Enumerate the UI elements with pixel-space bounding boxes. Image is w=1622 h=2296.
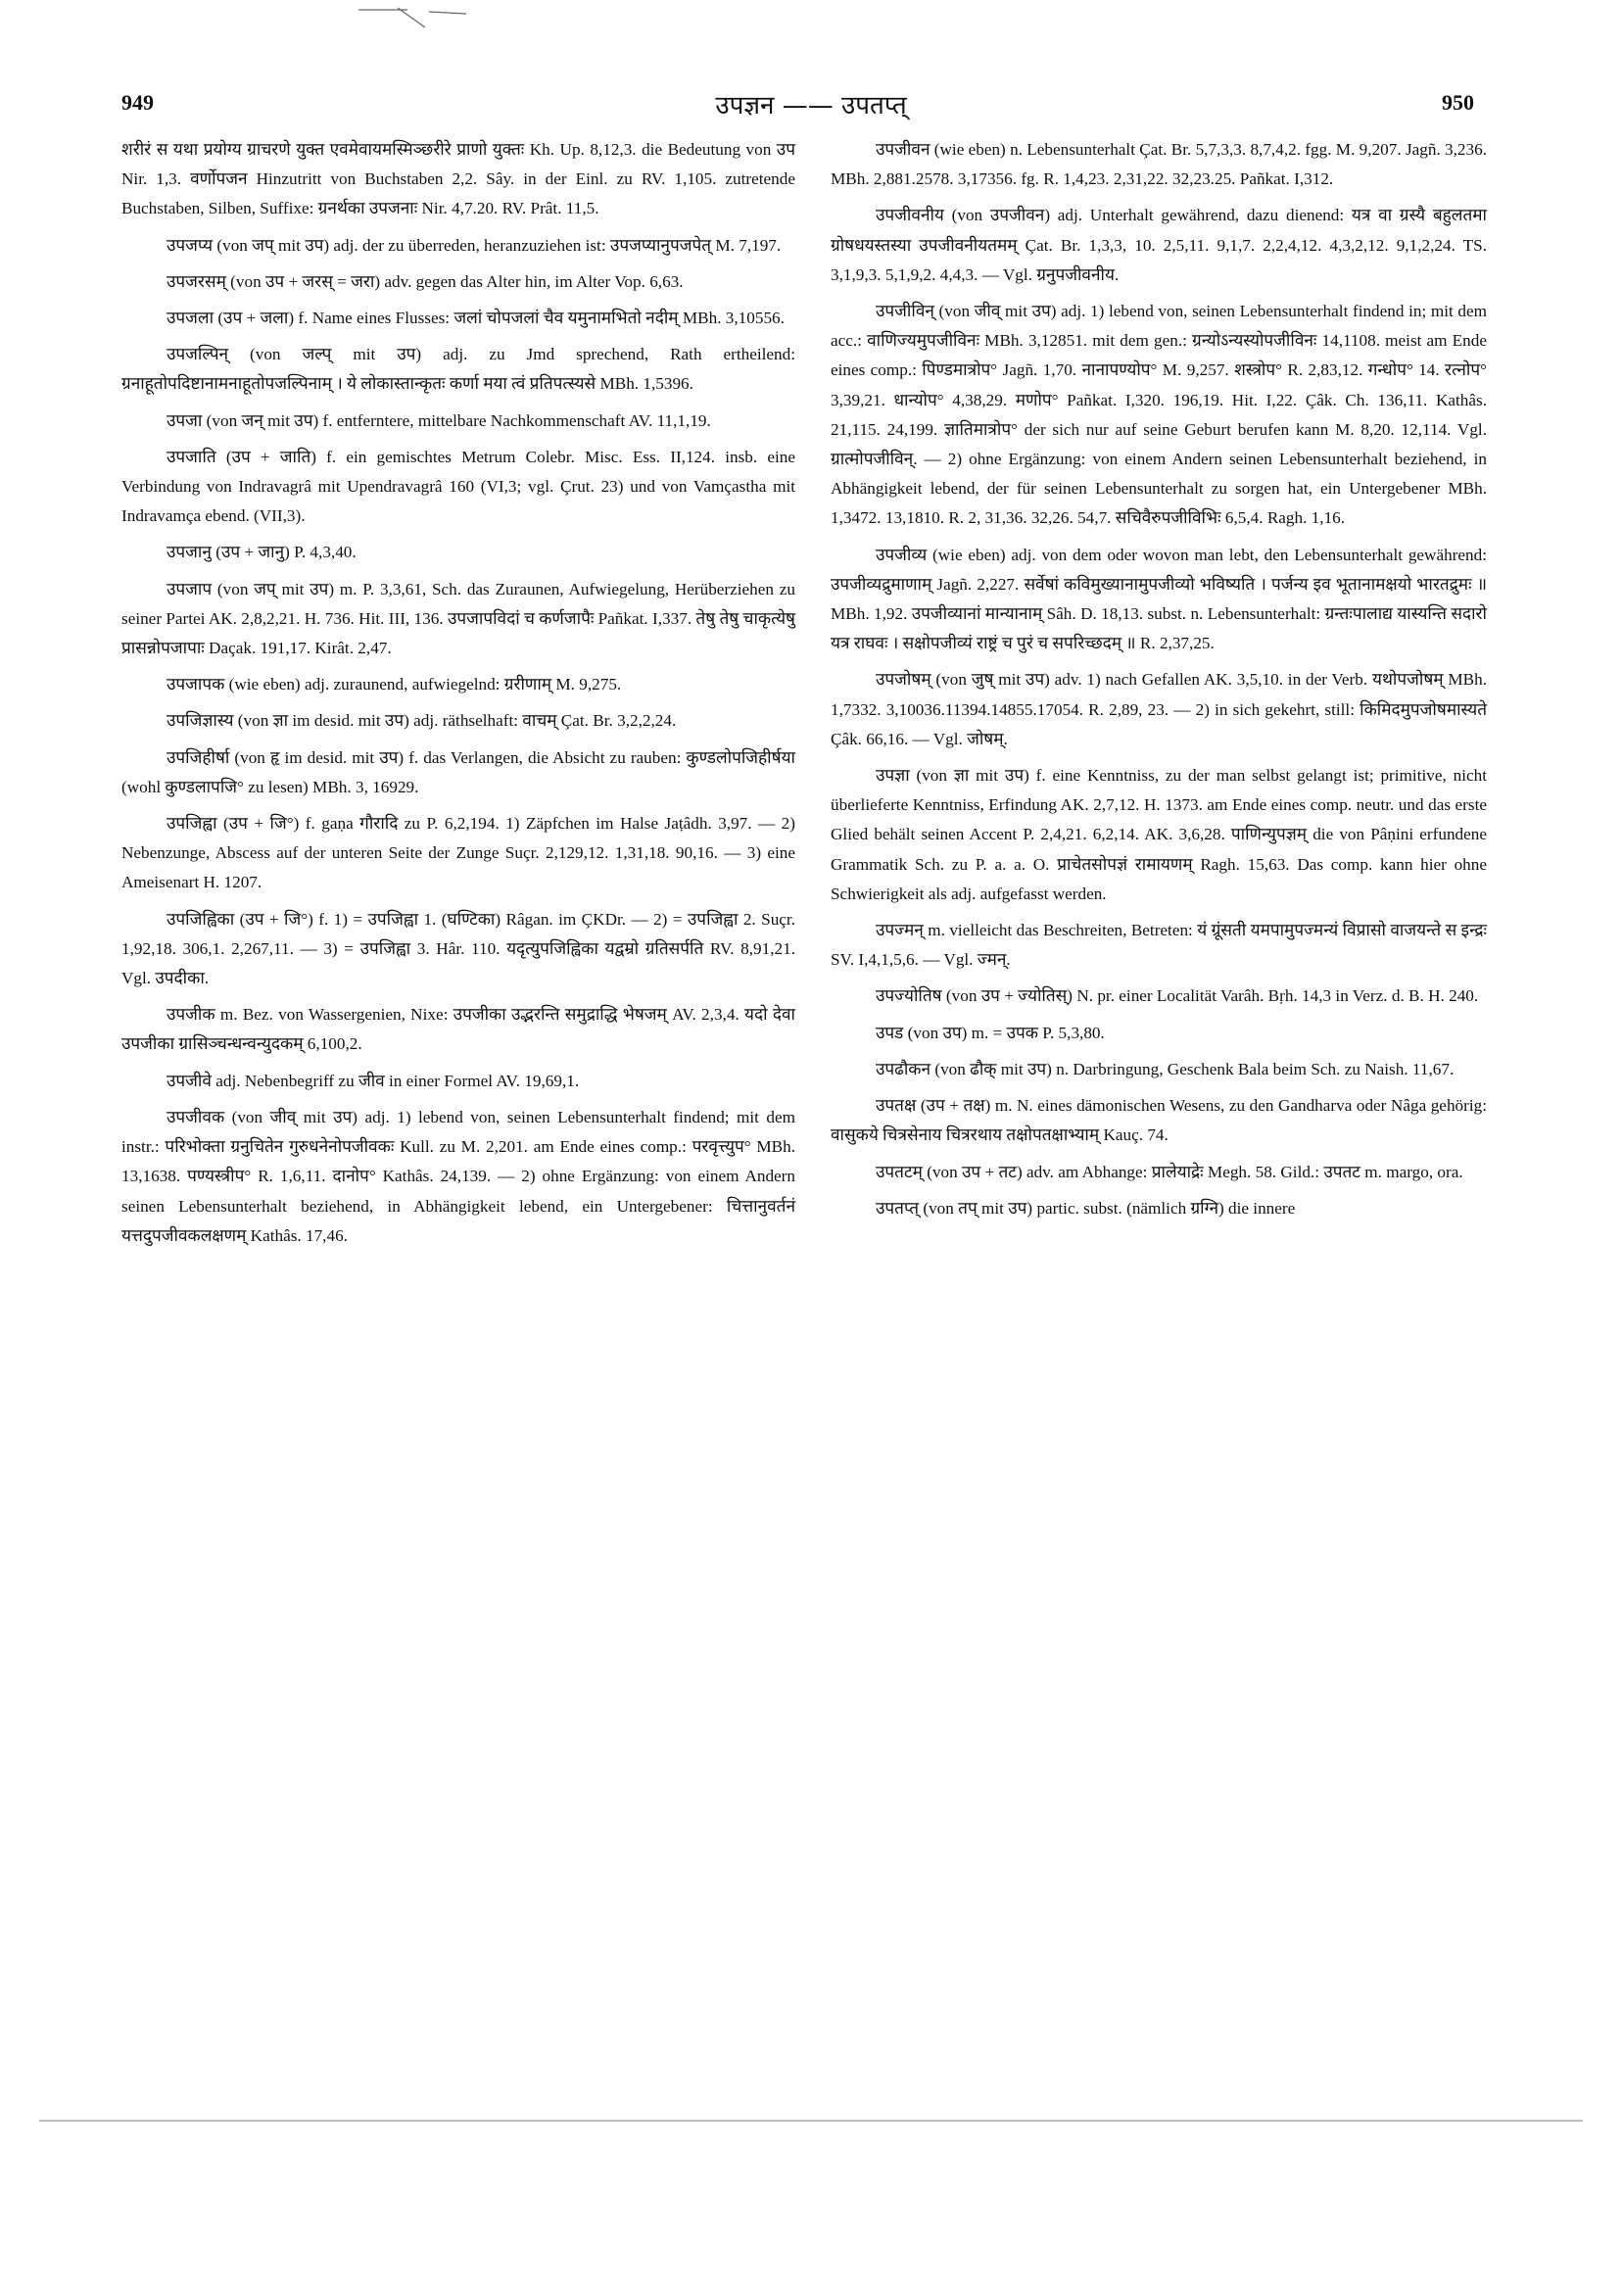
dictionary-entry: उपड (von उप) m. = उपक P. 5,3,80. — [876, 1023, 1105, 1042]
right-page-number: 950 — [1442, 90, 1474, 115]
dictionary-entry: उपजिह्वा (उप + जि°) f. gaṇa गौरादि zu P. 6,2,194. 1) Zäpfchen im Halse Jaṭâdh. 3,97. — 2) Nebenzunge, Abscess auf der unteren Seite der Zunge Suçr. 2,129,12. 1,31,18. 90,16. — 3) eine Ameisenart H. 1207. — [121, 814, 795, 892]
dictionary-entry: उपजानु (उप + जानु) P. 4,3,40. — [167, 543, 357, 562]
dictionary-entry: उपजीविन् (von जीव् mit उप) adj. 1) lebend von, seinen Lebensunterhalt findend in; mit dem acc.: वाणिज्यमुपजीविनः MBh. 3,12851. mit dem gen.: ग्रन्योऽन्यस्योपजीविनः 14,1108. meist am Ende eines comp.: पिण्डमात्रोप° Jagñ. 1,70. नानापण्योप° M. 9,257. शस्त्रोप° R. 2,83,12. गन्धोप° 14. रत्नोप° 3,39,21. धान्योप° 4,38,29. मणोप° Pañkat. I,320. 196,19. Hit. I,22. Çâk. Ch. 136,11. Kathâs. 21,115. 24,199. ज्ञातिमात्रोप° der sich nur auf seine Geburt berufen kann M. 8,20. 12,114. Vgl. ग्रात्मोपजीविन्. — 2) ohne Ergänzung: von einem Andern seinen Lebensunterhalt beziehend, in Abhängigkeit lebend, der für seinen Lebensunterhalt zu sorgen hat, ein Untergebener MBh. 1,3472. 13,1810. R. 2, 31,36. 32,26. 54,7. सचिवैरुपजीविभिः 6,5,4. Ragh. 1,16. — [831, 302, 1487, 528]
dictionary-entry: उपजिहीर्षा (von हृ im desid. mit उप) f. das Verlangen, die Absicht zu rauben: कुण्डलोपजिहीर्षया (wohl कुण्डलापजि° zu lesen) MBh. 3, 16929. — [121, 747, 795, 796]
dictionary-entry: उपजाप (von जप् mit उप) m. P. 3,3,61, Sch. das Zuraunen, Aufwiegelung, Herüberziehen zu seiner Partei AK. 2,8,2,21. H. 736. Hit. III, 136. उपजापविदां च कर्णजापैः Pañkat. I,337. तेषु तेषु चाकृत्येषु प्रासन्नोपजापाः Daçak. 191,17. Kirât. 2,47. — [121, 579, 795, 658]
running-head: उपज्ञन —— उपतप्त् — [715, 91, 907, 120]
right-column — [831, 135, 1487, 1230]
dictionary-entry: उपजीवक (von जीव् mit उप) adj. 1) lebend von, seinen Lebensunterhalt findend; mit dem instr.: परिभोक्ता ग्रनुचितेन गुरुधनेनोपजीवकः Kull. zu M. 2,201. am Ende eines comp.: परवृत्त्युप° MBh. 13,1638. पण्यस्त्रीप° R. 1,6,11. दानोप° Kathâs. 24,139. — 2) ohne Ergänzung: von einem Andern seinen Lebensunterhalt beziehend, in Abhängigkeit lebend, ein Untergebener: चित्तानुवर्तनं यत्तदुपजीवकलक्षणम् Kathâs. 17,46. — [121, 1107, 795, 1245]
dictionary-entry: उपजाति (उप + जाति) f. ein gemischtes Metrum Colebr. Misc. Ess. II,124. insb. eine Verbindung von Indravagrâ mit Upendravagrâ 160 (VI,3; vgl. Çrut. 23) und von Vamçastha mit Indravamça ebend. (VII,3). — [121, 447, 795, 526]
bottom-divider — [39, 2120, 1583, 2122]
dictionary-entry: उपजप्य (von जप् mit उप) adj. der zu überreden, heranzuziehen ist: उपजप्यानुपजपेत् M. 7,197. — [167, 235, 782, 255]
dictionary-entry: उपजिह्विका (उप + जि°) f. 1) = उपजिह्वा 1. (घण्टिका) Râgan. im ÇKDr. — 2) = उपजिह्वा 2. Suçr. 1,92,18. 306,1. 2,267,11. — 3) = उपजिह्वा 3. Hâr. 110. यदृत्युपजिह्विका यद्वम्रो ग्रतिसर्पति RV. 8,91,21. Vgl. उपदीका. — [121, 909, 795, 988]
dictionary-entry: उपजला (उप + जला) f. Name eines Flusses: जलां चोपजलां चैव यमुनामभितो नदीम् MBh. 3,10556. — [167, 309, 785, 328]
dictionary-entry: उपढौकन (von ढौक् mit उप) n. Darbringung, Geschenk Bala beim Sch. zu Naish. 11,67. — [876, 1059, 1455, 1078]
dictionary-entry: उपजीव्य (wie eben) adj. von dem oder wovon man lebt, den Lebensunterhalt gewährend: उपजीव्यद्रुमाणाम् Jagñ. 2,227. सर्वेषां कविमुख्यानामुपजीव्यो भविष्यति । पर्जन्य इव भूतानामक्षयो भारतद्रुमः ॥ MBh. 1,92. उपजीव्यानां मान्यानाम् Sâh. D. 18,13. subst. n. Lebensunterhalt: ग्रन्तःपालाद्य यास्यन्ति सदारो यत्र राघवः । सक्षोपजीव्यं राष्ट्रं च पुरं च सपरिच्छदम् ॥ R. 2,37,25. — [831, 545, 1487, 653]
dictionary-entry: शरीरं स यथा प्रयोग्य ग्राचरणे युक्त एवमेवायमस्मिञ्छरीरे प्राणो युक्तः Kh. Up. 8,12,3. die Bedeutung von उप Nir. 1,3. वर्णोपजन Hinzutritt von Buchstaben 2,2. Sây. in der Einl. zu RV. 1,105. zutretende Buchstaben, Silben, Suffixe: ग्रनर्थका उपजनाः Nir. 4,7.20. RV. Prât. 11,5. — [121, 140, 795, 218]
dictionary-entry: उपजरसम् (von उप + जरस् = जरा) adv. gegen das Alter hin, im Alter Vop. 6,63. — [167, 271, 684, 291]
dictionary-entry: उपजिज्ञास्य (von ज्ञा im desid. mit उप) adj. räthselhaft: वाचम् Çat. Br. 3,2,2,24. — [167, 711, 677, 731]
dictionary-entry: उपजीवनीय (von उपजीवन) adj. Unterhalt gewährend, dazu dienend: यत्र वा ग्रस्यै बहुलतमा ग्रोषधयस्तस्या उपजीवनीयतमम् Çat. Br. 1,3,3, 10. 2,5,11. 9,1,7. 2,2,4,12. 4,3,2,12. 9,1,2,24. TS. 3,1,9,3. 5,1,9,2. 4,4,3. — Vgl. ग्रनुपजीवनीय. — [831, 206, 1487, 284]
dictionary-entry: उपज्ञा (von ज्ञा mit उप) f. eine Kenntniss, zu der man selbst gelangt ist; primitive, nicht überlieferte Kenntniss, Erfindung AK. 2,7,12. H. 1373. am Ende eines comp. neutr. und das erste Glied behält seinen Accent P. 2,4,21. 6,2,14. AK. 3,6,28. पाणिन्युपज्ञम् die von Pâṇini erfundene Grammatik Sch. zu P. a. a. O. प्राचेतसोपज्ञं रामायणम् Ragh. 15,63. Das comp. kann hier ohne Schwierigkeit als adj. aufgefasst werden. — [831, 766, 1487, 903]
dictionary-entry: उपजोषम् (von जुष् mit उप) adv. 1) nach Gefallen AK. 3,5,10. in der Verb. यथोपजोषम् MBh. 1,7332. 3,10036.11394.14855.17054. R. 2,89, 23. — 2) in sich gekehrt, still: किमिदमुपजोषमास्यते Çâk. 66,16. — Vgl. जोषम्. — [831, 670, 1487, 748]
dictionary-entry: उपजापक (wie eben) adj. zuraunend, aufwiegelnd: ग्ररीणाम् M. 9,275. — [167, 675, 622, 694]
left-page-number: 949 — [121, 90, 154, 115]
dictionary-entry: उपतप्त् (von तप् mit उप) partic. subst. (nämlich ग्रग्नि) die innere — [876, 1198, 1296, 1218]
left-column — [121, 135, 795, 1258]
dictionary-entry: उपजल्पिन् (von जल्प् mit उप) adj. zu Jmd sprechend, Rath ertheilend: ग्रनाहूतोपदिष्टानामनाहूतोपजल्पिनाम् । ये लोकास्तान्कृतः कर्णा मया त्वं प्रतिपत्स्यसे MBh. 1,5396. — [121, 345, 795, 394]
dictionary-entry: उपतटम् (von उप + तट) adv. am Abhange: प्रालेयाद्रेः Megh. 58. Gild.: उपतट m. margo, ora. — [876, 1162, 1463, 1181]
dictionary-entry: उपजीवे adj. Nebenbegriff zu जीव in einer Formel AV. 19,69,1. — [167, 1071, 580, 1090]
scan-artifact-mark — [339, 4, 486, 33]
dictionary-entry: उपज्योतिष (von उप + ज्योतिस्) N. pr. einer Localität Varâh. Bṛh. 14,3 in Verz. d. B. H. 240. — [876, 986, 1479, 1006]
dictionary-entry: उपतक्ष (उप + तक्ष) m. N. eines dämonischen Wesens, zu den Gandharva oder Nâga gehörig: वासुकये चित्रसेनाय चित्ररथाय तक्षोपतक्षाभ्याम् Kauç. 74. — [831, 1096, 1487, 1145]
dictionary-entry: उपजीवन (wie eben) n. Lebensunterhalt Çat. Br. 5,7,3,3. 8,7,4,2. fgg. M. 9,207. Jagñ. 3,236. MBh. 2,881.2578. 3,17356. fg. R. 1,4,23. 2,31,22. 32,23.25. Pañkat. I,312. — [831, 140, 1488, 189]
dictionary-entry: उपज्मन् m. vielleicht das Beschreiten, Betreten: यं ग्रूंसती यमपामुपज्मन्यं विप्रासो वाजयन्ते स इन्द्रः SV. I,4,1,5,6. — Vgl. ज्मन्. — [831, 921, 1487, 970]
dictionary-entry: उपजा (von जन् mit उप) f. entferntere, mittelbare Nachkommenschaft AV. 11,1,19. — [167, 410, 711, 430]
dictionary-entry: उपजीक m. Bez. von Wassergenien, Nixe: उपजीका उद्भरन्ति समुद्राद्धि भेषजम् AV. 2,3,4. यदो देवा उपजीका ग्रासिञ्चन्धन्वन्युदकम् 6,100,2. — [121, 1005, 795, 1054]
